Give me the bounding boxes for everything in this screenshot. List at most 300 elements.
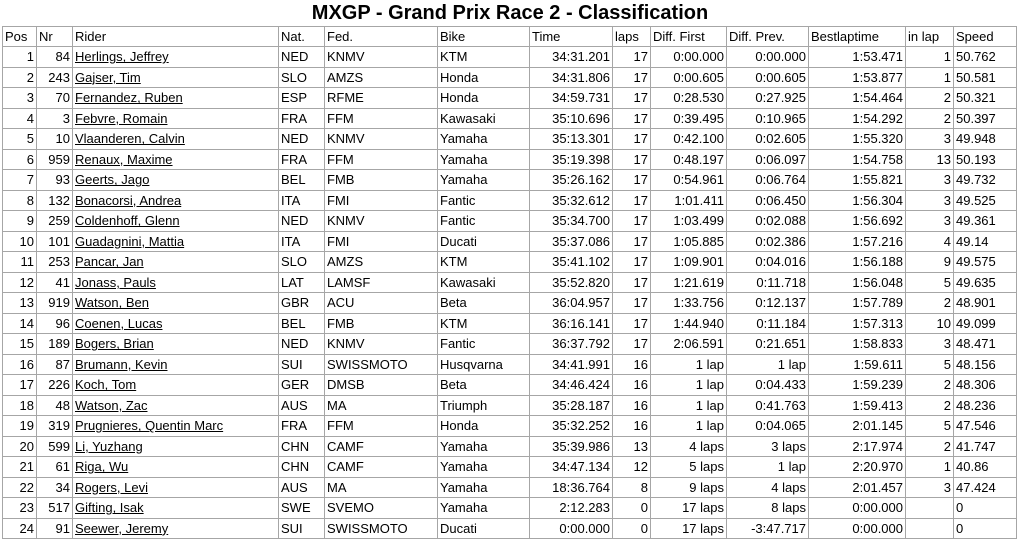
cell-laps: 12 (613, 457, 651, 478)
cell-bike: Yamaha (438, 129, 530, 150)
rider-link[interactable]: Herlings, Jeffrey (75, 49, 169, 65)
cell-bike: Yamaha (438, 457, 530, 478)
cell-bike: Yamaha (438, 170, 530, 191)
cell-rider (73, 47, 279, 68)
cell-pos: 15 (3, 334, 37, 355)
cell-bestlaptime: 1:56.188 (809, 252, 906, 273)
cell-laps: 17 (613, 190, 651, 211)
rider-link[interactable]: Brumann, Kevin (75, 356, 168, 372)
cell-diff-first: 1:44.940 (651, 313, 727, 334)
cell-speed: 48.901 (954, 293, 1017, 314)
cell-laps: 17 (613, 293, 651, 314)
cell-bike: Ducati (438, 518, 530, 539)
cell-laps: 17 (613, 252, 651, 273)
column-header-laps: laps (613, 27, 651, 47)
cell-diff-first: 1:33.756 (651, 293, 727, 314)
cell-pos: 19 (3, 416, 37, 437)
cell-in-lap (906, 518, 954, 539)
cell-nr: 253 (37, 252, 73, 273)
cell-time: 35:34.700 (530, 211, 613, 232)
cell-nr: 96 (37, 313, 73, 334)
cell-laps: 17 (613, 313, 651, 334)
cell-fed: KNMV (325, 47, 438, 68)
cell-fed: FMB (325, 313, 438, 334)
cell-nr: 41 (37, 272, 73, 293)
cell-fed: LAMSF (325, 272, 438, 293)
rider-link[interactable]: Riga, Wu (75, 459, 129, 475)
cell-rider (73, 395, 279, 416)
cell-fed: FFM (325, 108, 438, 129)
cell-fed: RFME (325, 88, 438, 109)
cell-speed: 47.424 (954, 477, 1017, 498)
column-header-bike: Bike (438, 27, 530, 47)
cell-speed: 50.193 (954, 149, 1017, 170)
cell-bestlaptime: 1:54.292 (809, 108, 906, 129)
cell-nr: 319 (37, 416, 73, 437)
rider-link[interactable]: Seewer, Jeremy (75, 520, 169, 536)
cell-bestlaptime: 1:57.789 (809, 293, 906, 314)
cell-bike: Fantic (438, 334, 530, 355)
cell-pos: 5 (3, 129, 37, 150)
cell-in-lap: 5 (906, 272, 954, 293)
cell-diff-first: 2:06.591 (651, 334, 727, 355)
cell-pos: 23 (3, 498, 37, 519)
cell-laps: 17 (613, 67, 651, 88)
rider-link[interactable]: Watson, Ben (75, 295, 149, 311)
cell-nr: 70 (37, 88, 73, 109)
cell-nr: 10 (37, 129, 73, 150)
cell-rider (73, 293, 279, 314)
cell-nat: NED (279, 47, 325, 68)
cell-nat: SLO (279, 252, 325, 273)
rider-link[interactable]: Li, Yuzhang (75, 438, 143, 454)
cell-nr: 259 (37, 211, 73, 232)
cell-nat: NED (279, 129, 325, 150)
rider-link[interactable]: Jonass, Pauls (75, 274, 156, 290)
cell-nr: 101 (37, 231, 73, 252)
cell-time: 34:31.201 (530, 47, 613, 68)
cell-fed: KNMV (325, 334, 438, 355)
cell-laps: 17 (613, 231, 651, 252)
cell-time: 35:19.398 (530, 149, 613, 170)
cell-nat: SUI (279, 354, 325, 375)
cell-time: 0:00.000 (530, 518, 613, 539)
cell-in-lap: 3 (906, 170, 954, 191)
cell-nr: 517 (37, 498, 73, 519)
cell-diff-prev: 0:10.965 (727, 108, 809, 129)
cell-laps: 16 (613, 395, 651, 416)
cell-speed: 50.397 (954, 108, 1017, 129)
cell-time: 34:31.806 (530, 67, 613, 88)
rider-link[interactable]: Rogers, Levi (75, 479, 148, 495)
cell-rider (73, 88, 279, 109)
cell-laps: 17 (613, 272, 651, 293)
cell-speed: 50.321 (954, 88, 1017, 109)
cell-nat: ITA (279, 231, 325, 252)
rider-link[interactable]: Coldenhoff, Glenn (75, 213, 180, 229)
cell-rider (73, 170, 279, 191)
cell-diff-first: 9 laps (651, 477, 727, 498)
cell-diff-prev: 1 lap (727, 457, 809, 478)
table-row (3, 395, 1017, 416)
cell-fed: MA (325, 477, 438, 498)
table-row (3, 47, 1017, 68)
cell-in-lap: 3 (906, 129, 954, 150)
cell-diff-prev: 0:41.763 (727, 395, 809, 416)
cell-laps: 17 (613, 108, 651, 129)
table-row (3, 170, 1017, 191)
cell-bike: Yamaha (438, 149, 530, 170)
cell-time: 2:12.283 (530, 498, 613, 519)
cell-diff-prev: 0:27.925 (727, 88, 809, 109)
column-header-nr: Nr (37, 27, 73, 47)
cell-bike: Fantic (438, 211, 530, 232)
cell-nat: CHN (279, 457, 325, 478)
table-row (3, 129, 1017, 150)
cell-speed: 49.635 (954, 272, 1017, 293)
cell-pos: 6 (3, 149, 37, 170)
cell-nat: FRA (279, 108, 325, 129)
cell-time: 36:16.141 (530, 313, 613, 334)
cell-bike: Kawasaki (438, 272, 530, 293)
cell-bike: KTM (438, 47, 530, 68)
cell-nr: 959 (37, 149, 73, 170)
cell-rider (73, 190, 279, 211)
cell-diff-first: 1:05.885 (651, 231, 727, 252)
rider-link[interactable]: Gajser, Tim (75, 69, 141, 85)
cell-diff-first: 1 lap (651, 395, 727, 416)
cell-diff-first: 1:01.411 (651, 190, 727, 211)
table-row (3, 67, 1017, 88)
cell-bestlaptime: 1:56.048 (809, 272, 906, 293)
cell-speed: 49.575 (954, 252, 1017, 273)
table-row (3, 88, 1017, 109)
cell-time: 35:26.162 (530, 170, 613, 191)
cell-in-lap: 13 (906, 149, 954, 170)
cell-rider (73, 457, 279, 478)
cell-fed: FMI (325, 231, 438, 252)
table-row (3, 231, 1017, 252)
cell-diff-first: 1:21.619 (651, 272, 727, 293)
cell-diff-prev: 0:04.016 (727, 252, 809, 273)
cell-time: 36:37.792 (530, 334, 613, 355)
cell-nr: 87 (37, 354, 73, 375)
cell-nr: 919 (37, 293, 73, 314)
cell-laps: 17 (613, 211, 651, 232)
cell-fed: CAMF (325, 457, 438, 478)
cell-laps: 17 (613, 47, 651, 68)
cell-diff-prev: 0:04.065 (727, 416, 809, 437)
cell-bestlaptime: 2:17.974 (809, 436, 906, 457)
cell-fed: SVEMO (325, 498, 438, 519)
cell-in-lap: 2 (906, 375, 954, 396)
cell-bike: Ducati (438, 231, 530, 252)
cell-diff-first: 0:00.605 (651, 67, 727, 88)
rider-link[interactable]: Coenen, Lucas (75, 315, 163, 331)
cell-laps: 17 (613, 170, 651, 191)
cell-pos: 21 (3, 457, 37, 478)
cell-speed: 50.762 (954, 47, 1017, 68)
cell-bestlaptime: 1:56.304 (809, 190, 906, 211)
rider-link[interactable]: Fernandez, Ruben (75, 90, 183, 106)
column-header-rider: Rider (73, 27, 279, 47)
cell-diff-first: 0:39.495 (651, 108, 727, 129)
cell-rider (73, 149, 279, 170)
cell-diff-prev: 3 laps (727, 436, 809, 457)
column-header-nat: Nat. (279, 27, 325, 47)
cell-speed: 49.14 (954, 231, 1017, 252)
cell-diff-first: 0:54.961 (651, 170, 727, 191)
cell-pos: 12 (3, 272, 37, 293)
cell-nat: CHN (279, 436, 325, 457)
cell-rider (73, 313, 279, 334)
rider-link[interactable]: Bonacorsi, Andrea (75, 192, 182, 208)
cell-speed: 49.099 (954, 313, 1017, 334)
cell-bike: Husqvarna (438, 354, 530, 375)
cell-pos: 1 (3, 47, 37, 68)
cell-fed: SWISSMOTO (325, 354, 438, 375)
cell-speed: 49.525 (954, 190, 1017, 211)
cell-fed: DMSB (325, 375, 438, 396)
rider-link[interactable]: Watson, Zac (75, 397, 148, 413)
cell-bestlaptime: 2:01.457 (809, 477, 906, 498)
cell-in-lap: 1 (906, 67, 954, 88)
rider-link[interactable]: Vlaanderen, Calvin (75, 131, 185, 147)
cell-nat: ESP (279, 88, 325, 109)
cell-diff-first: 1 lap (651, 416, 727, 437)
cell-laps: 17 (613, 88, 651, 109)
cell-time: 35:39.986 (530, 436, 613, 457)
cell-in-lap: 5 (906, 416, 954, 437)
cell-bike: Honda (438, 88, 530, 109)
cell-nat: NED (279, 211, 325, 232)
column-header-in-lap: in lap (906, 27, 954, 47)
cell-speed: 49.948 (954, 129, 1017, 150)
cell-fed: ACU (325, 293, 438, 314)
cell-diff-prev: 0:02.088 (727, 211, 809, 232)
cell-diff-prev: 0:02.605 (727, 129, 809, 150)
cell-in-lap: 3 (906, 334, 954, 355)
cell-bike: Yamaha (438, 477, 530, 498)
cell-bike: Triumph (438, 395, 530, 416)
cell-in-lap: 2 (906, 108, 954, 129)
cell-rider (73, 518, 279, 539)
table-row (3, 416, 1017, 437)
cell-in-lap: 2 (906, 88, 954, 109)
cell-diff-prev: 0:00.605 (727, 67, 809, 88)
cell-nr: 84 (37, 47, 73, 68)
cell-bestlaptime: 2:01.145 (809, 416, 906, 437)
cell-diff-first: 17 laps (651, 498, 727, 519)
cell-bestlaptime: 1:54.464 (809, 88, 906, 109)
cell-nat: ITA (279, 190, 325, 211)
header-row (3, 27, 1017, 47)
cell-speed: 47.546 (954, 416, 1017, 437)
cell-nr: 226 (37, 375, 73, 396)
rider-link[interactable]: Geerts, Jago (75, 172, 150, 188)
table-body (3, 47, 1017, 539)
cell-rider (73, 375, 279, 396)
cell-bestlaptime: 1:59.413 (809, 395, 906, 416)
cell-in-lap: 3 (906, 211, 954, 232)
table-row (3, 518, 1017, 539)
cell-rider (73, 211, 279, 232)
cell-bestlaptime: 1:53.877 (809, 67, 906, 88)
cell-time: 35:10.696 (530, 108, 613, 129)
column-header-speed: Speed (954, 27, 1017, 47)
cell-bestlaptime: 0:00.000 (809, 498, 906, 519)
cell-in-lap: 3 (906, 477, 954, 498)
cell-bestlaptime: 1:55.821 (809, 170, 906, 191)
rider-link[interactable]: Koch, Tom (75, 377, 137, 393)
cell-diff-first: 1:03.499 (651, 211, 727, 232)
cell-rider (73, 108, 279, 129)
cell-nr: 132 (37, 190, 73, 211)
cell-pos: 7 (3, 170, 37, 191)
cell-laps: 17 (613, 334, 651, 355)
cell-laps: 13 (613, 436, 651, 457)
table-row (3, 436, 1017, 457)
cell-rider (73, 416, 279, 437)
cell-bike: Honda (438, 416, 530, 437)
cell-pos: 14 (3, 313, 37, 334)
cell-bestlaptime: 1:59.239 (809, 375, 906, 396)
column-header-diff-first: Diff. First (651, 27, 727, 47)
cell-pos: 20 (3, 436, 37, 457)
cell-nr: 91 (37, 518, 73, 539)
cell-speed: 0 (954, 518, 1017, 539)
cell-diff-first: 1:09.901 (651, 252, 727, 273)
cell-time: 34:41.991 (530, 354, 613, 375)
table-row (3, 272, 1017, 293)
cell-bestlaptime: 1:58.833 (809, 334, 906, 355)
cell-rider (73, 436, 279, 457)
cell-nat: AUS (279, 477, 325, 498)
cell-bike: Fantic (438, 190, 530, 211)
cell-bestlaptime: 1:57.216 (809, 231, 906, 252)
page-title: MXGP - Grand Prix Race 2 - Classification (311, 2, 709, 24)
cell-time: 35:13.301 (530, 129, 613, 150)
cell-in-lap: 2 (906, 293, 954, 314)
cell-speed: 49.361 (954, 211, 1017, 232)
cell-time: 35:41.102 (530, 252, 613, 273)
table-row (3, 334, 1017, 355)
table-row (3, 498, 1017, 519)
cell-bike: Beta (438, 293, 530, 314)
cell-in-lap: 1 (906, 47, 954, 68)
cell-nat: GBR (279, 293, 325, 314)
cell-bestlaptime: 1:56.692 (809, 211, 906, 232)
cell-pos: 16 (3, 354, 37, 375)
cell-nat: AUS (279, 395, 325, 416)
cell-speed: 48.471 (954, 334, 1017, 355)
cell-nr: 189 (37, 334, 73, 355)
cell-bike: Yamaha (438, 436, 530, 457)
cell-nat: BEL (279, 313, 325, 334)
cell-nr: 61 (37, 457, 73, 478)
cell-bestlaptime: 1:57.313 (809, 313, 906, 334)
cell-laps: 17 (613, 149, 651, 170)
cell-rider (73, 272, 279, 293)
cell-speed: 48.236 (954, 395, 1017, 416)
cell-bestlaptime: 1:59.611 (809, 354, 906, 375)
cell-diff-prev: -3:47.717 (727, 518, 809, 539)
cell-diff-prev: 0:02.386 (727, 231, 809, 252)
cell-fed: AMZS (325, 67, 438, 88)
rider-link[interactable]: Bogers, Brian (75, 336, 154, 352)
rider-link[interactable]: Renaux, Maxime (75, 151, 173, 167)
cell-rider (73, 334, 279, 355)
cell-time: 34:46.424 (530, 375, 613, 396)
cell-nat: LAT (279, 272, 325, 293)
cell-pos: 18 (3, 395, 37, 416)
cell-diff-first: 0:48.197 (651, 149, 727, 170)
cell-time: 35:28.187 (530, 395, 613, 416)
cell-diff-first: 5 laps (651, 457, 727, 478)
cell-diff-prev: 0:06.450 (727, 190, 809, 211)
table-row (3, 354, 1017, 375)
cell-bike: Kawasaki (438, 108, 530, 129)
cell-in-lap: 5 (906, 354, 954, 375)
cell-in-lap: 4 (906, 231, 954, 252)
cell-fed: KNMV (325, 211, 438, 232)
cell-fed: FMB (325, 170, 438, 191)
cell-nat: BEL (279, 170, 325, 191)
cell-diff-prev: 0:04.433 (727, 375, 809, 396)
cell-nat: SWE (279, 498, 325, 519)
cell-nr: 243 (37, 67, 73, 88)
cell-bike: KTM (438, 252, 530, 273)
cell-time: 34:59.731 (530, 88, 613, 109)
cell-pos: 22 (3, 477, 37, 498)
rider-link[interactable]: Pancar, Jan (75, 254, 144, 270)
cell-bestlaptime: 1:53.471 (809, 47, 906, 68)
cell-nr: 3 (37, 108, 73, 129)
cell-speed: 48.156 (954, 354, 1017, 375)
cell-diff-first: 1 lap (651, 354, 727, 375)
rider-link[interactable]: Febvre, Romain (75, 110, 168, 126)
cell-laps: 0 (613, 518, 651, 539)
rider-link[interactable]: Prugnieres, Quentin Marc (75, 418, 224, 434)
cell-nat: NED (279, 334, 325, 355)
cell-laps: 16 (613, 416, 651, 437)
cell-time: 35:32.612 (530, 190, 613, 211)
cell-speed: 49.732 (954, 170, 1017, 191)
cell-diff-prev: 0:11.184 (727, 313, 809, 334)
cell-nat: FRA (279, 149, 325, 170)
cell-speed: 0 (954, 498, 1017, 519)
cell-diff-first: 4 laps (651, 436, 727, 457)
cell-rider (73, 354, 279, 375)
cell-fed: KNMV (325, 129, 438, 150)
cell-nat: FRA (279, 416, 325, 437)
cell-time: 34:47.134 (530, 457, 613, 478)
cell-speed: 41.747 (954, 436, 1017, 457)
rider-link[interactable]: Gifting, Isak (75, 500, 144, 516)
cell-in-lap: 2 (906, 436, 954, 457)
cell-speed: 40.86 (954, 457, 1017, 478)
cell-fed: FFM (325, 416, 438, 437)
cell-nat: SUI (279, 518, 325, 539)
cell-rider (73, 231, 279, 252)
rider-link[interactable]: Guadagnini, Mattia (75, 233, 185, 249)
cell-pos: 4 (3, 108, 37, 129)
cell-rider (73, 67, 279, 88)
cell-diff-prev: 4 laps (727, 477, 809, 498)
cell-bestlaptime: 0:00.000 (809, 518, 906, 539)
table-row (3, 108, 1017, 129)
column-header-fed: Fed. (325, 27, 438, 47)
